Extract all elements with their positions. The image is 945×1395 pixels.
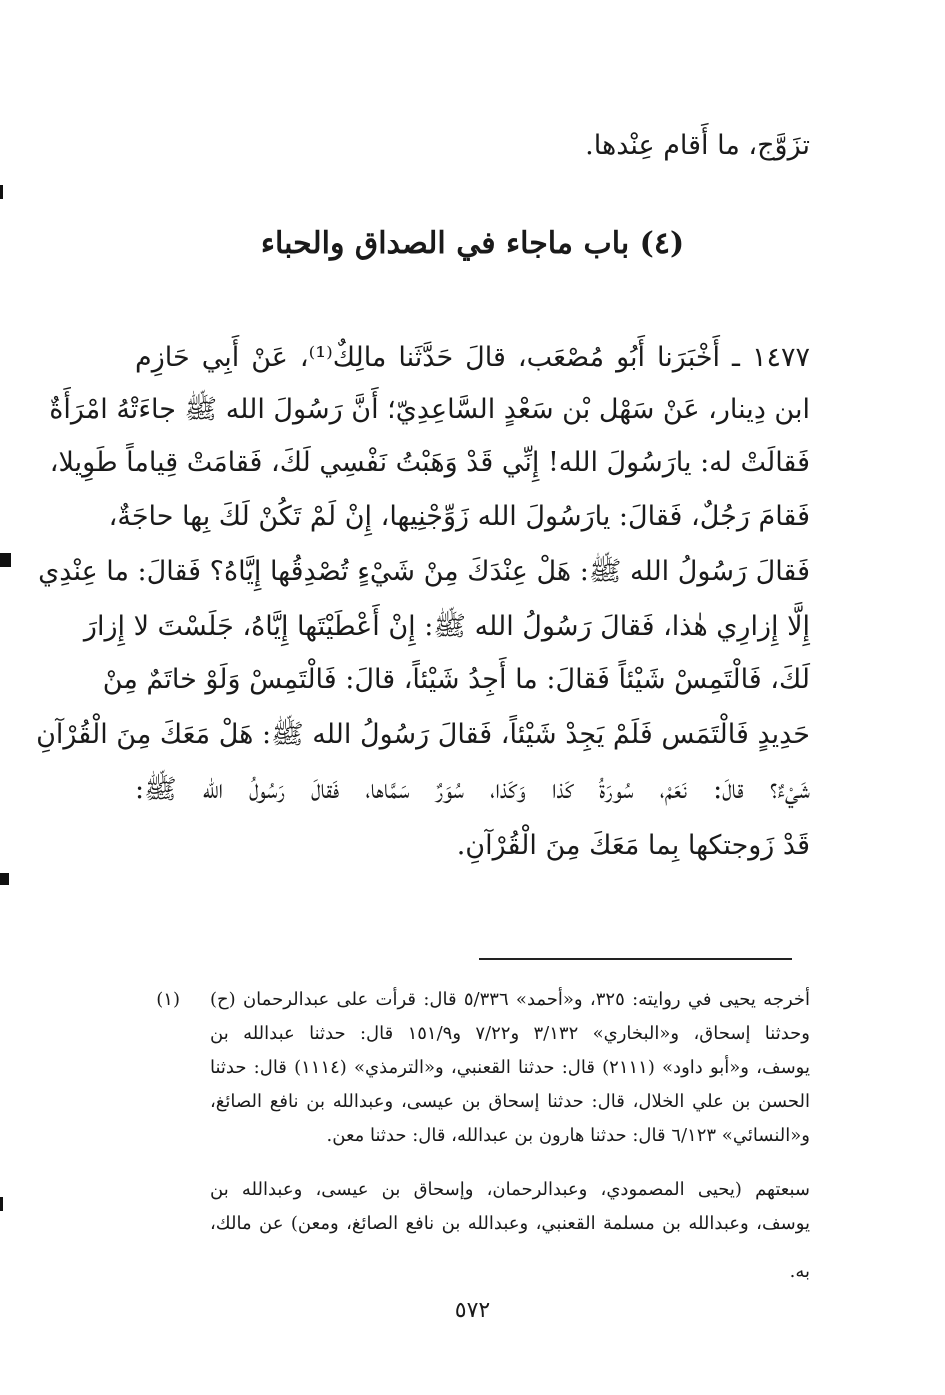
scan-edge-mark <box>0 553 11 567</box>
hadith-line: حَدِيدٍ فَالْتَمَس فَلَمْ يَجِدْ شَيْئاً، فَقالَ رَسُولُ الله ﷺ: هَلْ مَعَكَ مِنَ الْقُرْآنِ <box>36 719 810 750</box>
hadith-line: ابن دِينار، عَنْ سَهْل بْن سَعْدٍ السَّاعِدِيّ؛ أَنَّ رَسُولَ الله ﷺ جاءَتْهُ امْرَأَةٌ <box>49 394 810 425</box>
hadith-line: قَدْ زَوجتكها بِما مَعَكَ مِنَ الْقُرْآنِ. <box>456 830 810 861</box>
footnote-separator <box>479 958 792 960</box>
hadith-line: فَقامَ رَجُلٌ، فَقالَ: يارَسُولَ الله زَوِّجْنِيها، إِنْ لَمْ تَكُنْ لَكَ بِها حاجَةٌ، <box>108 501 810 532</box>
footnote-line: و«النسائي» ٦/١٢٣ قال: حدثنا هارون بن عبدالله، قال: حدثنا معن. <box>326 1125 810 1146</box>
footnote-line: وحدثنا إسحاق، و«البخاري» ٣/١٣٢ و٧/٢٢ و١٥١/٩ قال: حدثنا عبدالله بن <box>210 1023 810 1044</box>
hadith-line: شَيْءٌ؟ قالَ: نَعَمْ، سُورَةُ كَذا وَكَذا، سُوَرٌ سَمَّاها، فَقالَ رَسُولُ الله ﷺ: <box>135 774 810 805</box>
footnote-line: يوسف، و«أبو داود» (٢١١١) قال: حدثنا القعنبي، و«الترمذي» (١١١٤) قال: حدثنا <box>210 1057 810 1078</box>
scan-edge-mark <box>0 873 9 885</box>
scan-edge-mark <box>0 1197 3 1211</box>
hadith-line: لَكَ، فَالْتَمِسْ شَيْئاً فَقالَ: ما أَجِدُ شَيْئاً، قالَ: فَالْتَمِسْ وَلَوْ خاتَمٌ مِنْ <box>102 664 810 695</box>
footnote-line: سبعتهم (يحيى المصمودي، وعبدالرحمان، وإسحاق بن عيسى، وعبدالله بن <box>210 1179 810 1200</box>
footnote-line: يوسف، وعبدالله بن مسلمة القعنبي، وعبدالله بن نافع الصائغ، ومعن) عن مالك، <box>210 1213 810 1234</box>
hadith-line: فَقالَ رَسُولُ الله ﷺ: هَلْ عِنْدَكَ مِنْ شَيْءٍ تُصْدِقُها إِيَّاهُ؟ فَقالَ: ما عِنْدِي <box>38 556 810 587</box>
chapter-heading: (٤) باب ماجاء في الصداق والحباء <box>260 226 685 261</box>
hadith-line: إِلَّا إِزارِي هٰذا، فَقالَ رَسُولُ الله ﷺ: إِنْ أَعْطَيْتَها إِيَّاهُ، جَلَسْتَ لا إِزارَ <box>83 611 810 642</box>
footnote-line: به. <box>789 1261 810 1282</box>
footnote-line: أخرجه يحيى في روايته: ٣٢٥، و«أحمد» ٥/٣٣٦ قال: قرأت على عبدالرحمان (ح) <box>210 989 811 1010</box>
scan-edge-mark <box>0 185 3 199</box>
page-number: ٥٧٢ <box>454 1298 491 1323</box>
footnote-line: الحسن بن علي الخلال، قال: حدثنا إسحاق بن عيسى، وعبدالله بن نافع الصائغ، <box>210 1091 810 1112</box>
footnote-marker: (١) <box>156 989 180 1010</box>
continuation-line: تزَوَّج، ما أَقام عِنْدها. <box>585 130 810 161</box>
hadith-line: فَقالَتْ له: يارَسُولَ الله! إِنِّي قَدْ وَهَبْتُ نَفْسِي لَكَ، فَقامَتْ قِياماً طَوِيلا، <box>49 447 810 478</box>
hadith-line: ١٤٧٧ ـ أَخْبَرَنا أَبُو مُصْعَب، قالَ حَدَّثَنا مالِكٌ⁽¹⁾، عَنْ أَبِي حَازِم <box>135 342 810 373</box>
